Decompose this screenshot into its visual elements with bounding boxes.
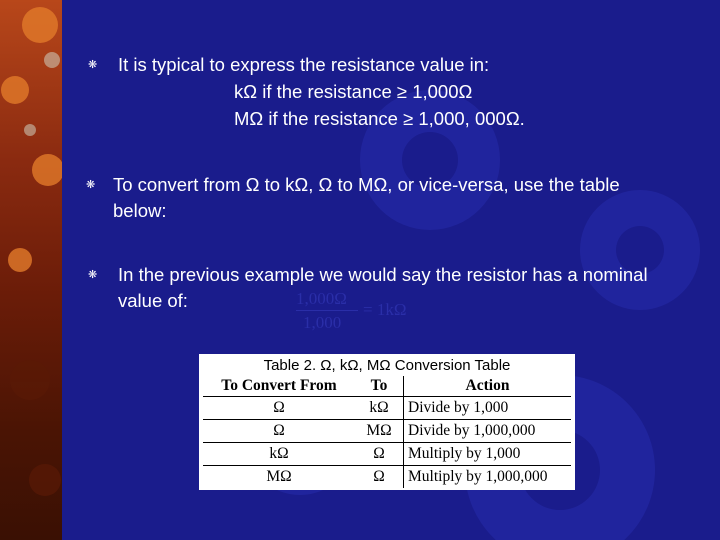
bullet-icon: ❋: [88, 59, 98, 71]
table-row: [203, 420, 571, 443]
header-from: To Convert From: [203, 376, 355, 397]
formula-denominator: 1,000: [303, 313, 342, 332]
bullet-3-line-1: In the previous example we would say the resistor has a nominal: [118, 264, 648, 285]
table-row: [203, 443, 571, 466]
strip-gears-decoration: [0, 0, 62, 540]
cell-action: Multiply by 1,000: [404, 443, 572, 466]
table-row: [203, 397, 571, 420]
cell-to: kΩ: [355, 397, 404, 420]
cell-action: Divide by 1,000,000: [404, 420, 572, 443]
bullet-1-line-3: MΩ if the resistance ≥ 1,000, 000Ω.: [234, 108, 525, 129]
conversion-table-panel: [199, 354, 575, 490]
bullet-2-line-1: To convert from Ω to kΩ, Ω to MΩ, or vice-versa, use the table: [113, 174, 620, 195]
header-to: To: [355, 376, 404, 397]
bullet-icon: ❋: [88, 269, 98, 281]
cell-action: Divide by 1,000: [404, 397, 572, 420]
formula-fraction-bar: [296, 310, 358, 311]
bullet-1-line-1: It is typical to express the resistance value in:: [118, 54, 490, 75]
cell-from: Ω: [203, 420, 355, 443]
cell-to: MΩ: [355, 420, 404, 443]
formula-result: = 1kΩ: [363, 300, 407, 319]
bullet-3-line-2: value of:: [118, 290, 188, 311]
cell-to: Ω: [355, 443, 404, 466]
table-header-row: [203, 376, 571, 397]
bullet-icon: ❋: [86, 179, 96, 191]
cell-action: Multiply by 1,000,000: [404, 466, 572, 489]
table-row: [203, 466, 571, 489]
cell-from: kΩ: [203, 443, 355, 466]
conversion-table: [203, 376, 571, 488]
bullet-2-line-2: below:: [113, 200, 167, 221]
table-caption: Table 2. Ω, kΩ, MΩ Conversion Table: [263, 357, 511, 374]
formula-numerator: 1,000Ω: [296, 289, 347, 308]
header-action: Action: [404, 376, 572, 397]
cell-to: Ω: [355, 466, 404, 489]
bullet-1-line-2: kΩ if the resistance ≥ 1,000Ω: [234, 81, 473, 102]
cell-from: MΩ: [203, 466, 355, 489]
cell-from: Ω: [203, 397, 355, 420]
